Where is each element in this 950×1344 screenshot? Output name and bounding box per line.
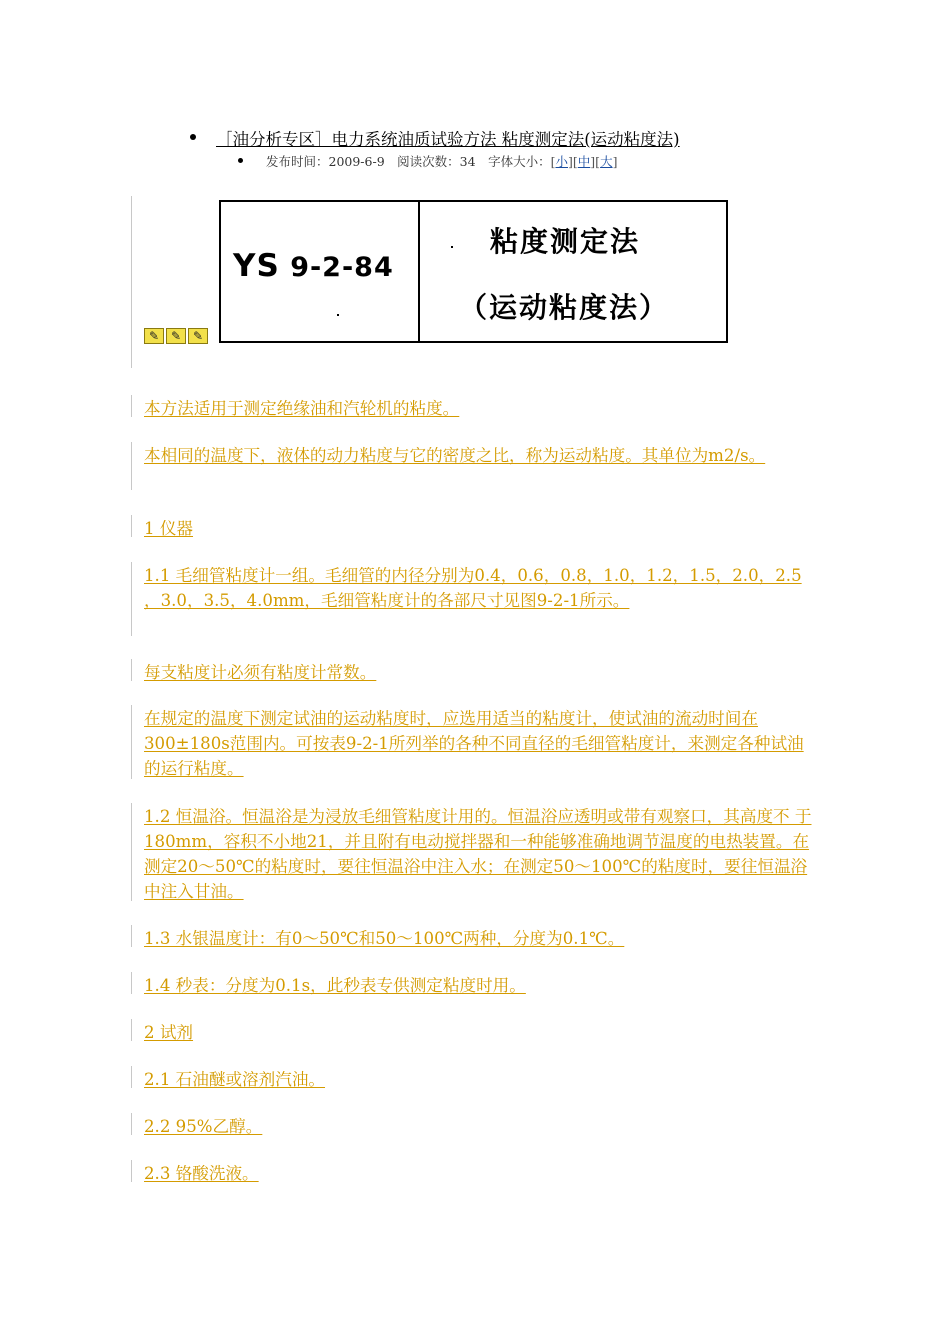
paragraph-text: 2 试剂 (144, 1023, 194, 1042)
box-divider (418, 202, 420, 341)
article-title-link[interactable]: ［油分析专区］电力系统油质试验方法 粘度测定法(运动粘度法) (216, 130, 680, 149)
paragraph-text: 本方法适用于测定绝缘油和汽轮机的粘度。 (144, 399, 460, 418)
font-size-medium-link[interactable]: 中 (577, 154, 591, 169)
quote-bar (131, 1160, 132, 1182)
paragraph-text: 1.1 毛细管粘度计一组。毛细管的内径分别为0.4，0.6，0.8，1.0，1.2，1.5，2.0，2.5 ，3.0，3.5，4.0mm，毛细管粘度计的各部尺寸见图9-2-1所示。 (144, 566, 802, 610)
paragraph-2-3[interactable] (144, 1161, 824, 1186)
meta-text: 发布时间：2009-6-9 阅读次数：34 字体大小： (266, 154, 551, 169)
quote-bar (131, 705, 132, 779)
font-size-large-link[interactable]: 大 (600, 154, 613, 169)
edit-icon[interactable]: ✎ (188, 328, 208, 344)
paragraph-text: 2.3 铬酸洗液。 (144, 1164, 259, 1183)
paragraph-text: 1.2 恒温浴。恒温浴是为浸放毛细管粘度计用的。恒温浴应透明或带有观察口，其高度不 于180mm，容积不小地21，并且附有电动搅拌器和一种能够准确地调节温度的电热装置。在测定20～50℃的粘度时，要往恒温浴中注入水；在测定50～100℃的粘度时，要往恒温浴中注入甘油。 (144, 807, 812, 901)
paragraph-constant[interactable] (144, 660, 824, 685)
bullet-icon (190, 134, 196, 140)
standard-name-line2: （运动粘度法） (459, 291, 670, 324)
bullet-icon (238, 158, 243, 163)
speck (337, 314, 339, 316)
edit-icon[interactable]: ✎ (144, 328, 164, 344)
quote-bar (131, 1019, 132, 1041)
edit-icon-group (144, 328, 216, 346)
quote-bar (131, 1066, 132, 1088)
article-meta: 发布时间：2009-6-9 阅读次数：34 字体大小：[小][中][大] (266, 154, 618, 169)
paragraph-scope[interactable] (144, 396, 824, 421)
standard-code (233, 248, 394, 284)
paragraph-text: 1 仪器 (144, 519, 194, 538)
quote-bar (131, 659, 132, 681)
standard-code-number: 9-2-84 (290, 252, 394, 283)
standard-code-prefix: YS (233, 248, 280, 284)
paragraph-1-1[interactable] (144, 563, 804, 613)
quote-bar (131, 925, 132, 947)
paragraph-text: 本相同的温度下，液体的动力粘度与它的密度之比，称为运动粘度。其单位为m2/s。 (144, 446, 766, 465)
quote-bar (131, 562, 132, 636)
quote-bar (131, 972, 132, 994)
paragraph-text: 2.1 石油醚或溶剂汽油。 (144, 1070, 326, 1089)
font-size-small-link[interactable]: 小 (555, 154, 568, 169)
paragraph-text: 1.3 水银温度计：有0～50℃和50～100℃两种，分度为0.1℃。 (144, 929, 625, 948)
heading-reagents[interactable] (144, 1020, 824, 1045)
standard-name-line1: 粘度测定法 (490, 225, 641, 258)
article-meta-row (238, 152, 838, 172)
quote-bar (131, 1113, 132, 1135)
quote-bar (131, 395, 132, 417)
paragraph-2-2[interactable] (144, 1114, 824, 1139)
paragraph-text: 2.2 95%乙醇。 (144, 1117, 263, 1136)
paragraph-1-3[interactable] (144, 926, 824, 951)
paragraph-2-1[interactable] (144, 1067, 824, 1092)
quote-bar (131, 442, 132, 490)
heading-instruments[interactable] (144, 516, 824, 541)
paragraph-flow-time[interactable] (144, 706, 804, 781)
paragraph-text: 每支粘度计必须有粘度计常数。 (144, 663, 377, 682)
paragraph-1-4[interactable] (144, 973, 824, 998)
edit-icon[interactable]: ✎ (166, 328, 186, 344)
speck (451, 246, 453, 248)
paragraph-1-2[interactable] (144, 804, 816, 904)
paragraph-definition[interactable] (144, 443, 804, 468)
standard-header-box (219, 200, 728, 343)
quote-bar (131, 803, 132, 901)
paragraph-text: 1.4 秒表：分度为0.1s，此秒表专供测定粘度时用。 (144, 976, 526, 995)
quote-bar (131, 196, 132, 368)
article-title-row (190, 126, 910, 152)
paragraph-text: 在规定的温度下测定试油的运动粘度时，应选用适当的粘度计，使试油的流动时间在300±180s范围内。可按表9-2-1所列举的各种不同直径的毛细管粘度计，来测定各种试油的运行粘度。 (144, 709, 804, 778)
quote-bar (131, 515, 132, 537)
